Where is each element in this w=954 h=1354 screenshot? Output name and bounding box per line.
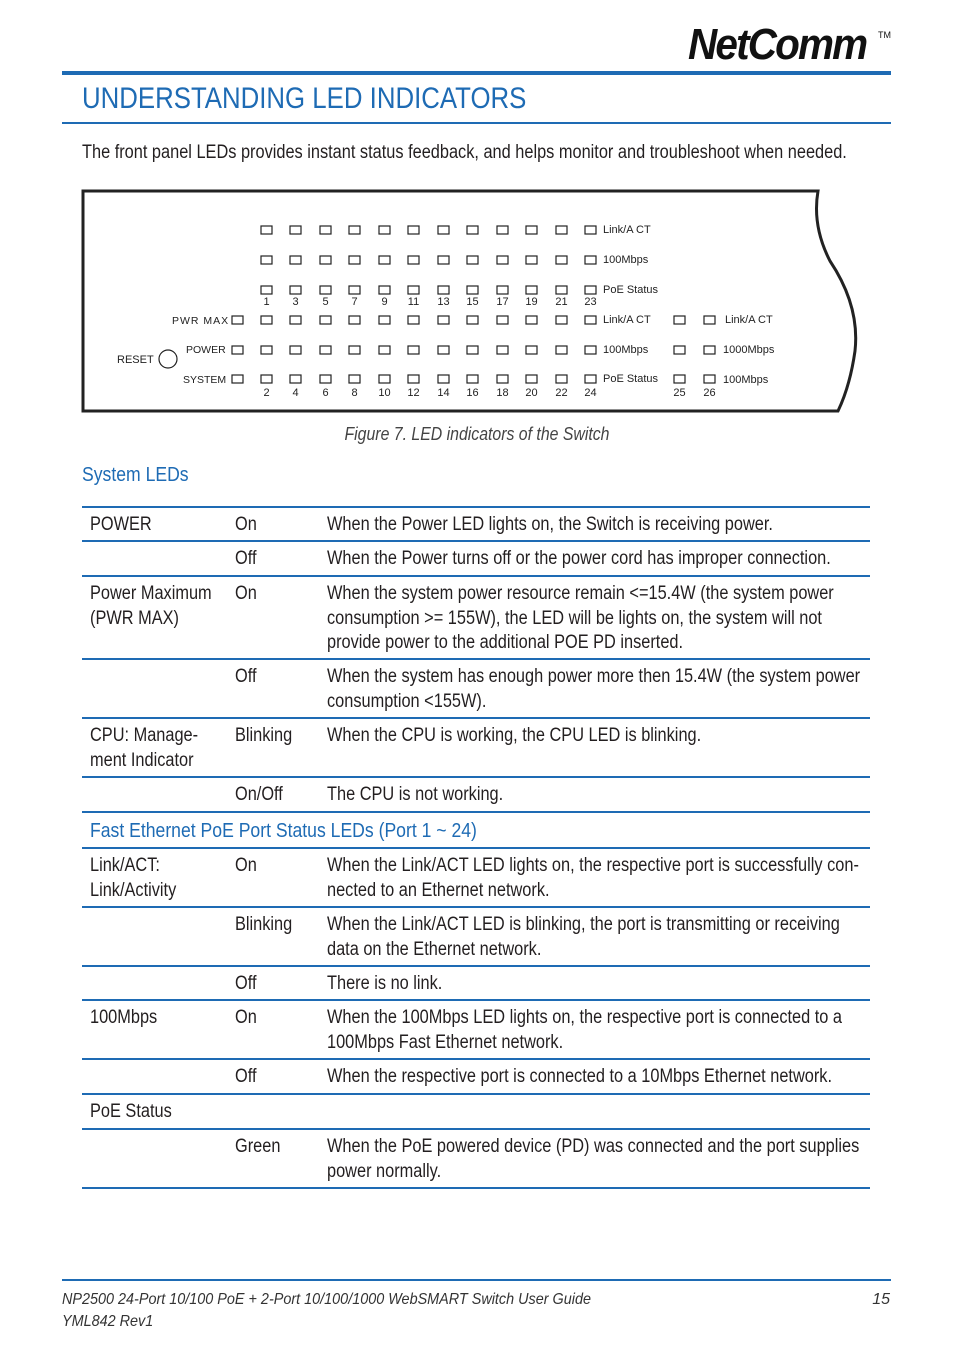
label-pwr-max: PWR MAX xyxy=(172,315,230,327)
table-row xyxy=(82,1128,870,1189)
led-state: On/Off xyxy=(235,784,283,805)
header-rule xyxy=(62,71,891,75)
led-description: When the respective port is connected to a 10Mbps Ethernet network. xyxy=(327,1066,833,1087)
port-led xyxy=(349,286,360,294)
port-led xyxy=(379,346,390,354)
port-led xyxy=(408,316,419,324)
footer-guide-title: NP2500 24-Port 10/100 PoE + 2-Port 10/100/1000 WebSMART Switch User Guide xyxy=(62,1291,591,1308)
port-led xyxy=(261,226,272,234)
port-number-even: 2 xyxy=(263,387,270,399)
label-power: POWER xyxy=(186,344,226,356)
port-led xyxy=(290,316,301,324)
table-row xyxy=(82,506,870,540)
port-number-even: 16 xyxy=(466,387,479,399)
port-led xyxy=(585,316,596,324)
footer-rule xyxy=(62,1279,891,1281)
table-row xyxy=(82,906,870,965)
port-led xyxy=(585,226,596,234)
led-name: PoE Status xyxy=(90,1101,172,1122)
port-number-odd: 11 xyxy=(407,296,420,308)
led-state: On xyxy=(235,514,257,535)
led-description: When the 100Mbps LED lights on, the respective port is connected to a 100Mbps Fast Ethernet network. xyxy=(327,1007,843,1053)
port-led xyxy=(379,375,390,383)
fe-leds-heading-row xyxy=(82,811,870,847)
led-state: Green xyxy=(235,1136,281,1157)
port-led xyxy=(438,346,449,354)
port-led xyxy=(556,286,567,294)
port-number-odd: 17 xyxy=(496,296,509,308)
port-number-odd: 21 xyxy=(555,296,568,308)
led-state: On xyxy=(235,583,257,604)
port-number-even: 14 xyxy=(437,387,450,399)
led-description: When the Link/ACT LED is blinking, the port is transmitting or receiving data on the Ethernet network. xyxy=(327,914,840,960)
port-led xyxy=(290,286,301,294)
table-row xyxy=(82,965,870,999)
led-name: POWER xyxy=(90,514,152,535)
page-number: 15 xyxy=(872,1291,890,1308)
port-led xyxy=(320,256,331,264)
port-led xyxy=(438,316,449,324)
port-led xyxy=(261,346,272,354)
port-led xyxy=(408,375,419,383)
port-number-even: 10 xyxy=(378,387,391,399)
port-led xyxy=(556,226,567,234)
led-description: When the Power turns off or the power cord has improper connection. xyxy=(327,548,831,569)
label-100mbps-2: 100Mbps xyxy=(603,344,649,356)
table-row xyxy=(82,717,870,776)
led-description: When the system has enough power more then 15.4W (the system power consumption <155W). xyxy=(327,666,861,712)
port-led xyxy=(526,256,537,264)
led-state: Off xyxy=(235,973,257,994)
port-led xyxy=(526,316,537,324)
port-led xyxy=(349,316,360,324)
port-led xyxy=(526,286,537,294)
port-led xyxy=(290,226,301,234)
led-state: Blinking xyxy=(235,725,293,746)
table-row xyxy=(82,540,870,575)
system-led xyxy=(232,375,243,383)
port-led xyxy=(320,346,331,354)
led-table xyxy=(82,506,870,1189)
table-row xyxy=(82,999,870,1058)
port-led xyxy=(556,256,567,264)
label-link-act: Link/A CT xyxy=(603,224,651,236)
label-poe-status: PoE Status xyxy=(603,284,659,296)
pwr-max-led xyxy=(232,316,243,324)
led-state: Off xyxy=(235,1066,257,1087)
port-number-even: 18 xyxy=(496,387,509,399)
label-link-act-2: Link/A CT xyxy=(603,314,651,326)
port-number-even: 8 xyxy=(351,387,358,399)
led-state: Blinking xyxy=(235,914,293,935)
table-row xyxy=(82,1058,870,1093)
port-led xyxy=(497,346,508,354)
table-row xyxy=(82,776,870,811)
gig-port-led xyxy=(674,316,685,324)
port-led xyxy=(349,346,360,354)
footer-text xyxy=(62,1289,591,1333)
port-led xyxy=(408,346,419,354)
netcomm-logo xyxy=(688,20,891,70)
port-led xyxy=(320,286,331,294)
port-led xyxy=(556,375,567,383)
port-led xyxy=(379,286,390,294)
gig-port-led xyxy=(704,375,715,383)
port-led xyxy=(526,346,537,354)
led-description: When the system power resource remain <=15.4W (the system power consumption >= 155W), the LED will be lights on, the system will not provide power to the additional POE PD inserted. xyxy=(327,583,834,653)
port-led xyxy=(467,316,478,324)
power-led xyxy=(232,346,243,354)
port-led xyxy=(438,226,449,234)
port-led xyxy=(408,256,419,264)
port-led xyxy=(261,375,272,383)
label-100mbps: 100Mbps xyxy=(603,254,649,266)
port-number-odd: 5 xyxy=(322,296,329,308)
port-led xyxy=(556,346,567,354)
table-row xyxy=(82,1093,870,1128)
led-description: When the CPU is working, the CPU LED is blinking. xyxy=(327,725,702,746)
port-led xyxy=(467,286,478,294)
led-state: On xyxy=(235,855,257,876)
gig-port-led xyxy=(704,346,715,354)
port-led xyxy=(467,226,478,234)
port-led xyxy=(261,286,272,294)
logo-tm: TM xyxy=(878,30,891,40)
port-led xyxy=(526,226,537,234)
port-led xyxy=(438,375,449,383)
label-poe-status-2: PoE Status xyxy=(603,373,659,385)
port-led xyxy=(438,286,449,294)
led-description: When the PoE powered device (PD) was connected and the port supplies power normally. xyxy=(327,1136,860,1182)
fe-leds-heading: Fast Ethernet PoE Port Status LEDs (Port 1 ~ 24) xyxy=(90,820,477,842)
port-number-gig: 25 xyxy=(673,387,686,399)
port-led xyxy=(349,226,360,234)
port-led xyxy=(408,286,419,294)
port-led xyxy=(379,316,390,324)
port-led xyxy=(320,226,331,234)
page-title: UNDERSTANDING LED INDICATORS xyxy=(82,82,527,115)
led-description: The CPU is not working. xyxy=(327,784,504,805)
logo-text: NetComm xyxy=(688,20,867,69)
port-number-odd: 1 xyxy=(263,296,270,308)
port-number-even: 20 xyxy=(525,387,538,399)
port-led xyxy=(290,346,301,354)
port-led xyxy=(497,316,508,324)
port-number-gig: 26 xyxy=(703,387,716,399)
label-1000mbps: 1000Mbps xyxy=(723,344,775,356)
gig-port-led xyxy=(674,375,685,383)
led-name: Link/ACT: Link/Activity xyxy=(90,855,177,901)
led-description: When the Power LED lights on, the Switch is receiving power. xyxy=(327,514,773,535)
port-number-even: 12 xyxy=(407,387,420,399)
led-state: On xyxy=(235,1007,257,1028)
port-led xyxy=(349,375,360,383)
port-led xyxy=(556,316,567,324)
label-gig-100mbps: 100Mbps xyxy=(723,374,769,386)
port-led xyxy=(379,226,390,234)
port-number-odd: 23 xyxy=(584,296,597,308)
gig-port-led xyxy=(674,346,685,354)
port-led xyxy=(349,256,360,264)
port-led xyxy=(497,375,508,383)
title-rule xyxy=(62,122,891,124)
port-led xyxy=(438,256,449,264)
port-led xyxy=(585,256,596,264)
port-led xyxy=(320,375,331,383)
port-led xyxy=(585,346,596,354)
label-system: SYSTEM xyxy=(183,374,227,386)
system-leds-heading: System LEDs xyxy=(82,464,189,486)
intro-paragraph: The front panel LEDs provides instant status feedback, and helps monitor and troubleshoot when needed. xyxy=(82,142,847,163)
table-row xyxy=(82,658,870,717)
led-state: Off xyxy=(235,666,257,687)
reset-button-icon xyxy=(159,350,177,368)
led-name: CPU: Manage-ment Indicator xyxy=(90,725,199,771)
port-led xyxy=(585,286,596,294)
port-number-even: 6 xyxy=(322,387,329,399)
port-led xyxy=(585,375,596,383)
port-led xyxy=(408,226,419,234)
gig-port-led xyxy=(704,316,715,324)
led-name: Power Maximum (PWR MAX) xyxy=(90,583,212,629)
port-number-odd: 13 xyxy=(437,296,450,308)
port-number-even: 4 xyxy=(292,387,299,399)
port-led xyxy=(290,375,301,383)
port-led xyxy=(261,256,272,264)
port-led xyxy=(320,316,331,324)
led-description: When the Link/ACT LED lights on, the respective port is successfully con-nected to an Ethernet network. xyxy=(327,855,859,901)
port-number-odd: 19 xyxy=(525,296,538,308)
led-panel-figure xyxy=(80,186,862,416)
port-led xyxy=(497,256,508,264)
port-led xyxy=(261,316,272,324)
led-description: There is no link. xyxy=(327,973,443,994)
label-reset: RESET xyxy=(117,354,154,366)
table-row xyxy=(82,575,870,658)
led-state: Off xyxy=(235,548,257,569)
port-led xyxy=(497,286,508,294)
footer-revision: YML842 Rev1 xyxy=(62,1313,154,1330)
port-number-odd: 7 xyxy=(351,296,358,308)
port-number-odd: 3 xyxy=(292,296,299,308)
port-number-even: 24 xyxy=(584,387,597,399)
port-number-odd: 9 xyxy=(381,296,388,308)
port-led xyxy=(497,226,508,234)
port-led xyxy=(290,256,301,264)
port-led xyxy=(526,375,537,383)
label-gig-link-act: Link/A CT xyxy=(725,314,773,326)
port-number-odd: 15 xyxy=(466,296,479,308)
port-led xyxy=(467,346,478,354)
led-name: 100Mbps xyxy=(90,1007,158,1028)
port-number-even: 22 xyxy=(555,387,568,399)
figure-caption: Figure 7. LED indicators of the Switch xyxy=(344,424,610,444)
port-led xyxy=(379,256,390,264)
table-row xyxy=(82,847,870,906)
led-grid xyxy=(261,226,715,383)
port-led xyxy=(467,375,478,383)
port-led xyxy=(467,256,478,264)
